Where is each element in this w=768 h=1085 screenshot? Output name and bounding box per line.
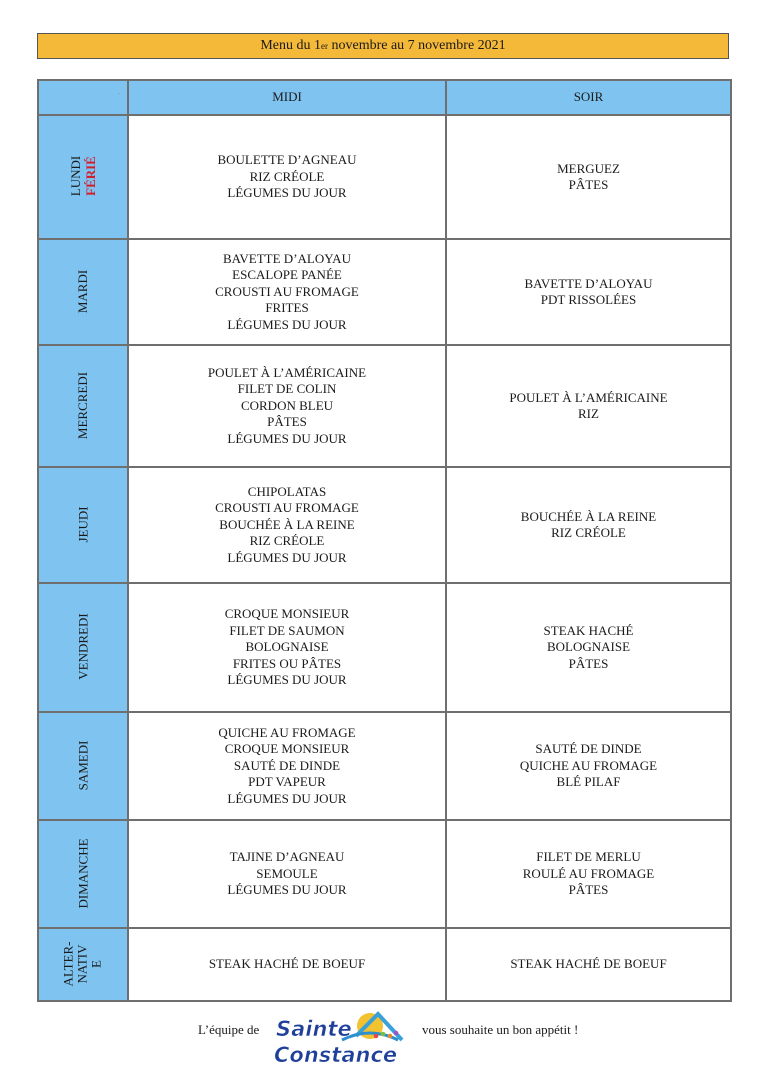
dish: RIZ: [578, 406, 599, 421]
menu-title: [37, 33, 729, 59]
dish: FRITES: [265, 300, 309, 316]
title-suffix: novembre au 7 novembre 2021: [327, 38, 506, 53]
dish: LÉGUMES DU JOUR: [227, 549, 347, 565]
dish: STEAK HACHÉ DE BOEUF: [510, 956, 667, 972]
midi-cell: [128, 239, 446, 345]
soir-cell: [446, 467, 731, 583]
soir-cell: [446, 583, 731, 712]
day-row-mercredi: [38, 345, 731, 467]
dish: SEMOULE: [256, 865, 318, 881]
dish: PÂTES: [568, 655, 609, 671]
title-prefix: Menu du 1: [260, 38, 321, 53]
midi-cell: [128, 712, 446, 820]
day-cell: [38, 345, 128, 467]
dish: LÉGUMES DU JOUR: [227, 790, 347, 806]
dish: BAVETTE D’ALOYAU: [223, 250, 351, 266]
midi-cell: [128, 820, 446, 928]
day-name: DIMANCHE: [75, 838, 91, 909]
day-row-alternative: [38, 928, 731, 1001]
holiday-note: FÉRIÉ: [83, 156, 98, 197]
dish: FRITES OU PÂTES: [232, 655, 342, 671]
alternative-line: NATIV: [75, 944, 90, 984]
dish: RIZ CRÉOLE: [551, 525, 626, 540]
day-cell: [38, 820, 128, 928]
dish: LÉGUMES DU JOUR: [227, 430, 347, 446]
day-name: JEUDI: [75, 506, 91, 543]
dish: QUICHE AU FROMAGE: [218, 724, 356, 740]
dish: PÂTES: [267, 414, 307, 430]
menu-table: [37, 79, 732, 1002]
dish: FILET DE COLIN: [237, 381, 337, 397]
column-header-soir: SOIR: [446, 80, 731, 115]
day-name: VENDREDI: [75, 613, 91, 680]
dish: FILET DE MERLU: [536, 849, 641, 865]
footer-right-text: vous souhaite un bon appétit !: [422, 1022, 579, 1037]
dish: CROQUE MONSIEUR: [224, 741, 350, 757]
dish: SAUTÉ DE DINDE: [535, 741, 642, 757]
day-name: LUNDI: [68, 156, 83, 197]
dish: LÉGUMES DU JOUR: [227, 882, 347, 898]
alternative-line: ALTER-: [61, 941, 76, 987]
alternative-label: [62, 941, 104, 986]
dish: STEAK HACHÉ DE BOEUF: [208, 956, 366, 972]
midi-cell: [128, 115, 446, 239]
dish: STEAK HACHÉ: [543, 622, 634, 638]
dish: BOULETTE D’AGNEAU: [217, 152, 357, 168]
dish: CROUSTI AU FROMAGE: [215, 500, 359, 516]
dish: TAJINE D’AGNEAU: [229, 849, 345, 865]
dish: LÉGUMES DU JOUR: [227, 316, 347, 332]
dish: CROUSTI AU FROMAGE: [215, 283, 359, 299]
soir-cell: [446, 928, 731, 1001]
logo-line2: Constance: [274, 1043, 398, 1067]
day-row-lundi: [38, 115, 731, 239]
dish: PDT VAPEUR: [248, 774, 326, 790]
dish: RIZ CRÉOLE: [249, 168, 325, 184]
day-name: MERCREDI: [75, 371, 91, 439]
day-row-dimanche: [38, 820, 731, 928]
day-label: [68, 156, 98, 196]
dish: SAUTÉ DE DINDE: [233, 757, 341, 773]
dish: LÉGUMES DU JOUR: [227, 185, 347, 201]
day-row-vendredi: [38, 583, 731, 712]
day-row-mardi: [38, 239, 731, 345]
dish: PDT RISSOLÉES: [540, 292, 637, 307]
day-row-jeudi: [38, 467, 731, 583]
day-name: MARDI: [75, 269, 91, 313]
day-name: SAMEDI: [75, 740, 91, 791]
dish: FILET DE SAUMON: [229, 622, 345, 638]
day-cell: [38, 583, 128, 712]
day-cell: [38, 467, 128, 583]
dish: BAVETTE D’ALOYAU: [524, 275, 653, 291]
dish: PÂTES: [568, 177, 609, 192]
dish: QUICHE AU FROMAGE: [519, 757, 658, 773]
midi-cell: [128, 928, 446, 1001]
footer-left-text: L’équipe de: [198, 1022, 260, 1037]
soir-cell: [446, 239, 731, 345]
soir-cell: [446, 820, 731, 928]
dish: POULET À L’AMÉRICAINE: [509, 389, 668, 405]
dish: LÉGUMES DU JOUR: [227, 672, 347, 688]
dish: CROQUE MONSIEUR: [224, 606, 350, 622]
midi-cell: [128, 467, 446, 583]
dish: RIZ CRÉOLE: [249, 533, 325, 549]
day-cell: [38, 239, 128, 345]
logo-line1: Sainte: [276, 1017, 352, 1041]
dish: BOLOGNAISE: [546, 639, 631, 655]
dish: CORDON BLEU: [240, 397, 334, 413]
alternative-line: E: [89, 959, 104, 968]
day-cell: [38, 712, 128, 820]
header-row: [38, 80, 731, 115]
day-cell: [38, 928, 128, 1001]
corner-cell: [38, 80, 128, 115]
dish: BOUCHÉE À LA REINE: [219, 516, 355, 532]
column-header-midi: MIDI: [128, 80, 446, 115]
dish: BOUCHÉE À LA REINE: [520, 508, 657, 524]
footer: [0, 1004, 768, 1074]
dish: ESCALOPE PANÉE: [232, 267, 342, 283]
midi-cell: [128, 345, 446, 467]
dish: BLÉ PILAF: [556, 774, 621, 790]
dish: MERGUEZ: [557, 160, 620, 176]
corner-mark: ·: [117, 87, 121, 100]
midi-cell: [128, 583, 446, 712]
day-cell: [38, 115, 128, 239]
dish: BOLOGNAISE: [245, 639, 329, 655]
dish: PÂTES: [568, 882, 609, 898]
day-row-samedi: [38, 712, 731, 820]
soir-cell: [446, 712, 731, 820]
title-superscript: er: [320, 41, 328, 51]
dish: POULET À L’AMÉRICAINE: [207, 364, 367, 380]
soir-cell: [446, 115, 731, 239]
dish: ROULÉ AU FROMAGE: [522, 865, 655, 881]
soir-cell: [446, 345, 731, 467]
sainte-constance-logo: [272, 1006, 417, 1070]
dish: CHIPOLATAS: [247, 483, 327, 499]
